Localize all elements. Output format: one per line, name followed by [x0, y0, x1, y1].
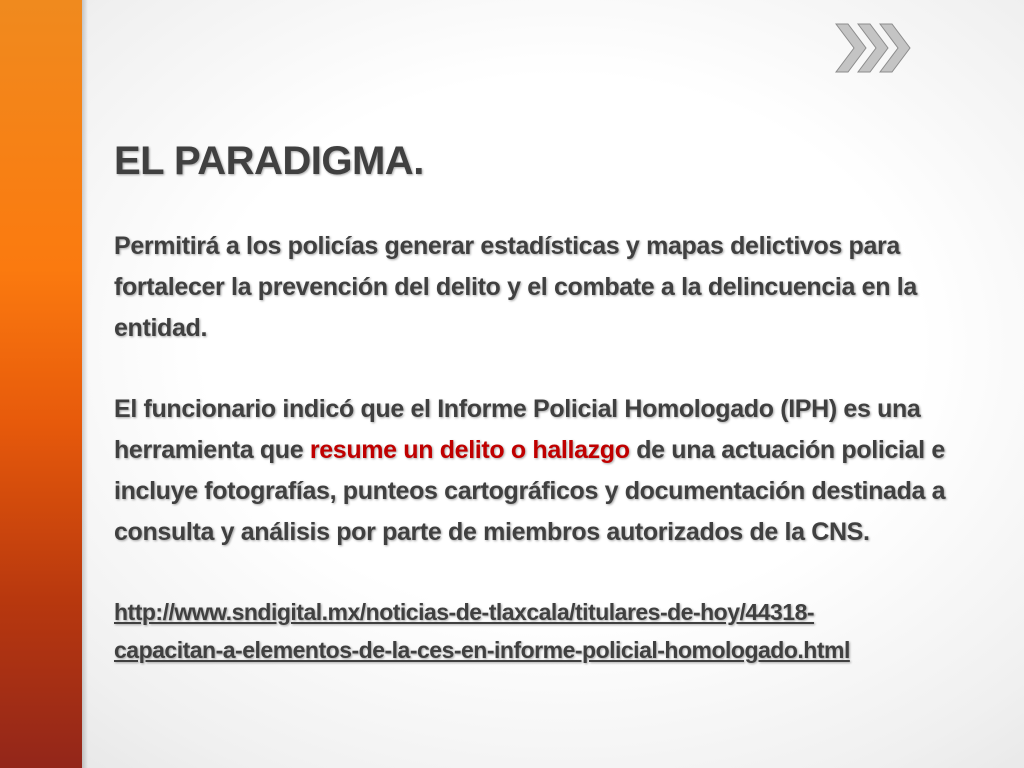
highlighted-phrase: resume un delito o hallazgo [309, 436, 630, 464]
sidebar-gradient-bar [0, 0, 82, 768]
paragraph-two [114, 389, 1009, 553]
source-link-line2: capacitan-a-elementos-de-la-ces-en-informe-policial-homologado.html [114, 637, 850, 663]
source-link[interactable] [114, 593, 974, 669]
source-link-line1: http://www.sndigital.mx/noticias-de-tlaxcala/titulares-de-hoy/44318- [114, 599, 815, 625]
slide-title: EL PARADIGMA. [114, 139, 424, 183]
slide-content [114, 138, 1009, 669]
paragraph-two-text-after: de una actuación policial e incluye fotografías, punteos cartográficos y documentación destinada a consulta y análisis por parte de miembros autorizados de la CNS. [114, 436, 946, 546]
paragraph-two-text-before: El funcionario indicó que el Informe Policial Homologado (IPH) es una herramienta que [114, 395, 921, 464]
triple-chevron-right-icon [834, 22, 914, 74]
paragraph-one: Permitirá a los policías generar estadísticas y mapas delictivos para fortalecer la prevención del delito y el combate a la delincuencia en la entidad. [114, 232, 917, 342]
